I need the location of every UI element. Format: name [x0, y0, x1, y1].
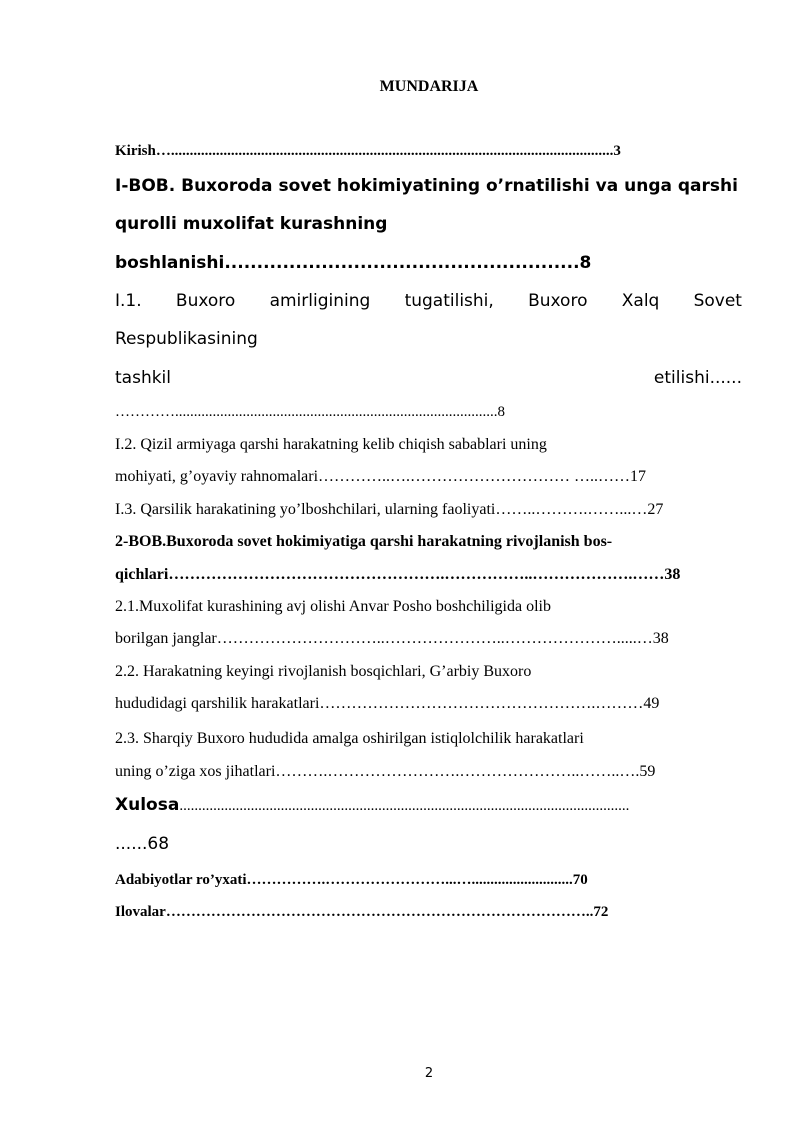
toc-entry-bob1-line3: boshlanishi.......................................................8	[115, 253, 592, 273]
toc-entry-2-2-line1: 2.2. Harakatning keyingi rivojlanish bosqichlari, G’arbiy Buxoro	[115, 663, 532, 680]
toc-entry-adabiyotlar: Adabiyotlar ro’yxati…………….……………………...…...........................70	[115, 872, 588, 888]
page-title: MUNDARIJA	[379, 78, 479, 95]
toc-word: Xalq	[621, 291, 660, 311]
page-number: 2	[424, 1066, 434, 1081]
toc-entry-kirish: Kirish…......................................................................................................................3	[115, 143, 621, 159]
toc-entry-2-3-line1: 2.3. Sharqiy Buxoro hududida amalga oshirilgan istiqlolchilik harakatlari	[115, 730, 584, 747]
toc-entry-ilovalar: Ilovalar…………………………………………………………………………..72	[115, 904, 609, 920]
toc-entry-1-1-line3	[115, 368, 742, 388]
toc-entry-bob1-line1: I-BOB. Buxoroda sovet hokimiyatining o’rnatilishi va unga qarshi	[115, 176, 738, 196]
toc-word: tashkil	[115, 368, 172, 388]
toc-entry-2-1-line2: borilgan janglar…………………………..…………………..………………….....…38	[115, 630, 669, 647]
toc-xulosa-dots: ........................................................................................................................	[179, 798, 630, 814]
toc-entry-2-1-line1: 2.1.Muxolifat kurashining avj olishi Anvar Posho boshchiligida olib	[115, 598, 551, 615]
toc-entry-bob2-line2: qichlari…………………………………………….……………..……………….……38	[115, 566, 681, 583]
toc-entry-xulosa-line1	[115, 795, 742, 815]
toc-entry-1-1-line2: Respublikasining	[115, 329, 258, 349]
toc-entry-1-1-line4: …………......................................................................................8	[115, 404, 505, 420]
toc-word: amirligining	[269, 291, 371, 311]
toc-entry-1-2-line2: mohiyati, g’oyaviy rahnomalari…………..….………………………… …..……17	[115, 468, 647, 485]
toc-entry-bob2-line1: 2-BOB.Buxoroda sovet hokimiyatiga qarshi harakatning rivojlanish bos-	[115, 533, 613, 550]
toc-word: Buxoro	[528, 291, 588, 311]
toc-entry-1-1-line1	[115, 291, 742, 311]
toc-entry-1-2-line1: I.2. Qizil armiyaga qarshi harakatning kelib chiqish sabablari uning	[115, 436, 547, 453]
toc-word: tugatilishi,	[404, 291, 494, 311]
toc-word: etilishi......	[653, 368, 742, 388]
toc-entry-2-2-line2: hududidagi qarshilik harakatlari…………………………………………….………49	[115, 695, 660, 712]
toc-word: Sovet	[693, 291, 742, 311]
toc-word: Buxoro	[175, 291, 236, 311]
toc-entry-bob1-line2: qurolli muxolifat kurashning	[115, 214, 388, 234]
toc-xulosa-label: Xulosa	[115, 795, 180, 815]
toc-word: I.1.	[115, 291, 142, 311]
toc-entry-1-3: I.3. Qarsilik harakatining yo’lboshchilari, ularning faoliyati……..……….……...…27	[115, 501, 664, 518]
toc-entry-2-3-line2: uning o’ziga xos jihatlari……….…………………….…………………..……..….59	[115, 763, 656, 780]
toc-entry-xulosa-line2: ......68	[115, 834, 170, 854]
